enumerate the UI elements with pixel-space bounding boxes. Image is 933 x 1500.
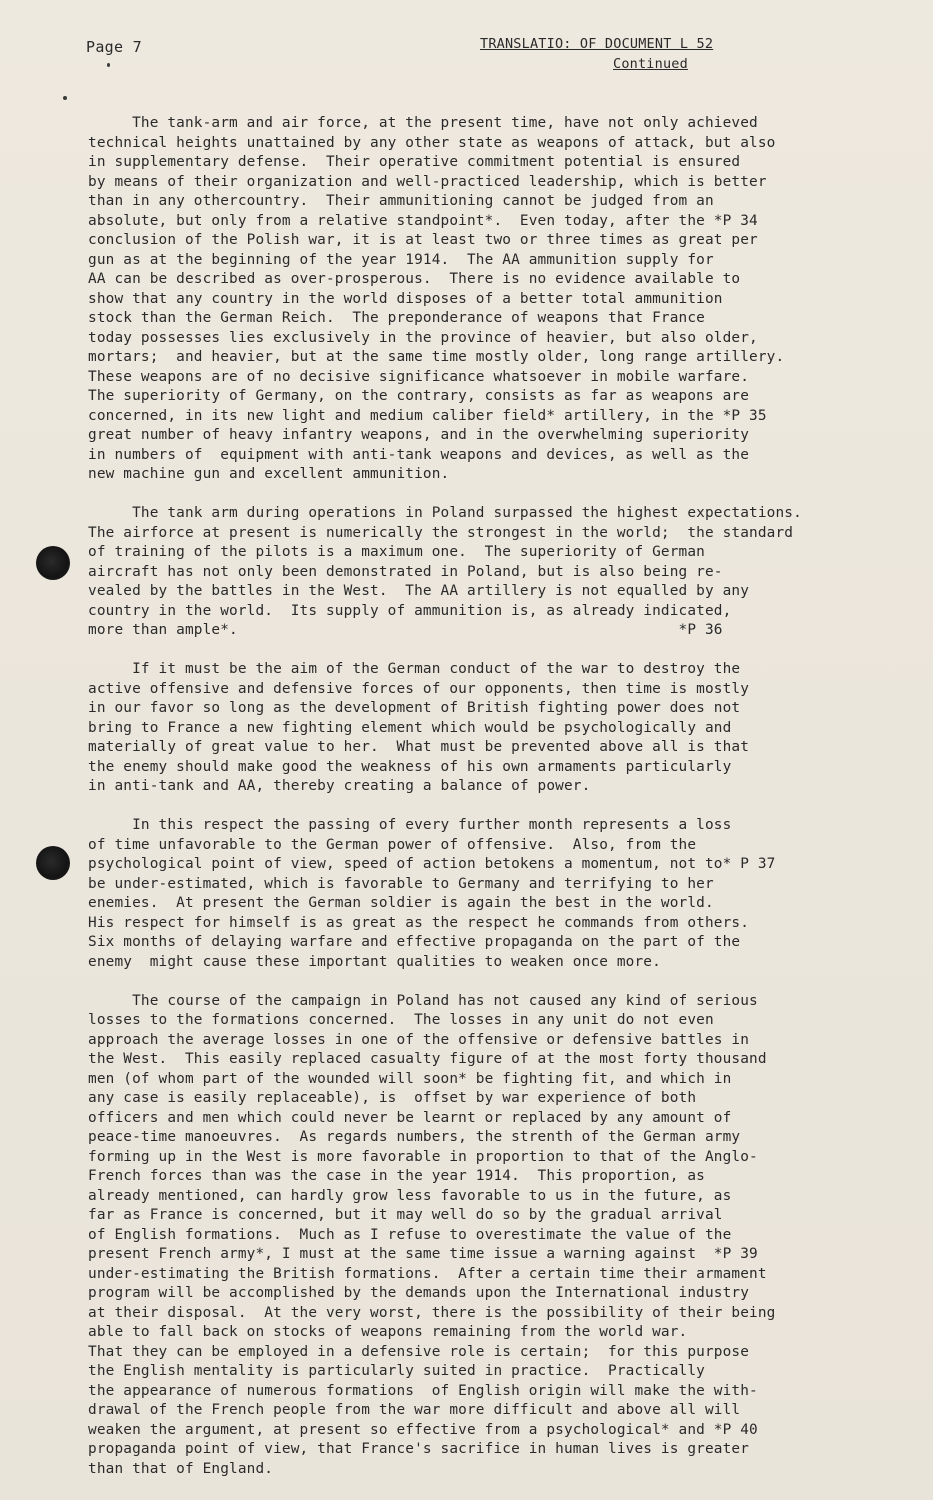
document-title: TRANSLATIO: OF DOCUMENT L 52 — [480, 36, 714, 52]
text-line: today possesses lies exclusively in the province of heavier, but also older, — [88, 329, 758, 346]
text-line: be under-estimated, which is favorable to Germany and terrifying to her — [88, 875, 714, 892]
text-line: program will be accomplished by the demands upon the International industry — [88, 1285, 750, 1301]
text-line: His respect for himself is as great as the respect he commands from others. — [88, 914, 750, 931]
text-line: than in any othercountry. Their ammunitioning cannot be judged from an — [88, 193, 714, 209]
text-line: The airforce at present is numerically the strongest in the world; the standard — [88, 524, 794, 541]
text-line: already mentioned, can hardly grow less favorable to us in the future, as — [88, 1187, 732, 1204]
paragraph — [88, 660, 878, 797]
text-line: at their disposal. At the very worst, there is the possibility of their being — [88, 1304, 776, 1321]
text-line: losses to the formations concerned. The losses in any unit do not even — [88, 1012, 714, 1028]
document-subtitle: Continued — [613, 56, 688, 72]
text-line: propaganda point of view, that France's sacrifice in human lives is greater — [88, 1441, 750, 1457]
document-header — [480, 36, 760, 72]
text-line: If it must be the aim of the German conduct of the war to destroy the — [88, 661, 741, 677]
text-line: far as France is concerned, but it may well do so by the gradual arrival — [88, 1207, 723, 1223]
paragraph — [88, 114, 878, 485]
text-line: great number of heavy infantry weapons, and in the overwhelming superiority — [88, 427, 750, 443]
text-line: gun as at the beginning of the year 1914. The AA ammunition supply for — [88, 251, 714, 268]
text-line: These weapons are of no decisive significance whatsoever in mobile warfare. — [88, 368, 750, 385]
text-line: The superiority of Germany, on the contrary, consists as far as weapons are — [88, 388, 750, 404]
text-line: weaken the argument, at present so effective from a psychological* and *P 40 — [88, 1421, 758, 1438]
text-line: materially of great value to her. What must be prevented above all is that — [88, 739, 750, 755]
text-line: of training of the pilots is a maximum one. The superiority of German — [88, 544, 705, 560]
punch-hole — [36, 846, 70, 880]
text-line: conclusion of the Polish war, it is at least two or three times as great per — [88, 232, 758, 248]
text-line: stock than the German Reich. The preponderance of weapons that France — [88, 310, 705, 326]
text-line: show that any country in the world disposes of a better total ammunition — [88, 290, 723, 307]
text-line: in numbers of equipment with anti-tank weapons and devices, as well as the — [88, 446, 750, 463]
text-line: peace-time manoeuvres. As regards numbers, the strenth of the German army — [88, 1129, 741, 1145]
punch-hole — [36, 546, 70, 580]
text-line: present French army*, I must at the same time issue a warning against *P 39 — [88, 1246, 758, 1262]
text-line: enemies. At present the German soldier is again the best in the world. — [88, 895, 714, 911]
text-line: aircraft has not only been demonstrated in Poland, but is also being re- — [88, 563, 723, 580]
text-line: vealed by the battles in the West. The AA artillery is not equalled by any — [88, 583, 750, 599]
text-line: absolute, but only from a relative standpoint*. Even today, after the *P 34 — [88, 212, 758, 229]
text-line: the English mentality is particularly suited in practice. Practically — [88, 1363, 705, 1379]
text-line: more than ample*. *P 36 — [88, 622, 723, 638]
text-line: in supplementary defense. Their operative commitment potential is ensured — [88, 154, 741, 170]
text-line: any case is easily replaceable), is offset by war experience of both — [88, 1090, 697, 1106]
paragraph — [88, 992, 878, 1480]
text-line: enemy might cause these important qualities to weaken once more. — [88, 953, 661, 970]
text-line: psychological point of view, speed of action betokens a momentum, not to* P 37 — [88, 856, 776, 872]
text-line: officers and men which could never be learnt or replaced by any amount of — [88, 1109, 732, 1126]
text-line: the enemy should make good the weakness of his own armaments particularly — [88, 758, 732, 775]
text-line: of time unfavorable to the German power of offensive. Also, from the — [88, 836, 697, 853]
text-line: in anti-tank and AA, thereby creating a balance of power. — [88, 778, 591, 794]
text-line: the appearance of numerous formations of English origin will make the with- — [88, 1382, 758, 1399]
text-line: That they can be employed in a defensive role is certain; for this purpose — [88, 1343, 750, 1360]
text-line: active offensive and defensive forces of our opponents, then time is mostly — [88, 680, 750, 697]
text-line: concerned, in its new light and medium caliber field* artillery, in the *P 35 — [88, 407, 767, 424]
text-line: The tank-arm and air force, at the present time, have not only achieved — [88, 115, 758, 131]
text-line: of English formations. Much as I refuse to overestimate the value of the — [88, 1226, 732, 1243]
paragraph — [88, 816, 878, 972]
text-line: mortars; and heavier, but at the same time mostly older, long range artillery. — [88, 349, 785, 365]
text-line: forming up in the West is more favorable in proportion to that of the Anglo- — [88, 1148, 758, 1165]
text-line: new machine gun and excellent ammunition. — [88, 466, 450, 482]
document-body — [88, 114, 878, 1499]
text-line: approach the average losses in one of the offensive or defensive battles in — [88, 1031, 750, 1048]
text-line: French forces than was the case in the year 1914. This proportion, as — [88, 1168, 705, 1184]
text-line: under-estimating the British formations. After a certain time their armament — [88, 1265, 767, 1282]
ink-mark — [107, 63, 110, 67]
text-line: drawal of the French people from the war more difficult and above all will — [88, 1402, 741, 1418]
text-line: in our favor so long as the development of British fighting power does not — [88, 700, 741, 716]
text-line: by means of their organization and well-practiced leadership, which is better — [88, 173, 767, 190]
text-line: technical heights unattained by any other state as weapons of attack, but also — [88, 134, 776, 151]
ink-mark — [63, 96, 67, 100]
page-number: Page 7 — [86, 38, 142, 56]
text-line: country in the world. Its supply of ammunition is, as already indicated, — [88, 602, 732, 619]
text-line: In this respect the passing of every further month represents a loss — [88, 817, 732, 833]
text-line: Six months of delaying warfare and effective propaganda on the part of the — [88, 934, 741, 950]
text-line: AA can be described as over-prosperous. There is no evidence available to — [88, 271, 741, 287]
text-line: the West. This easily replaced casualty figure of at the most forty thousand — [88, 1051, 767, 1067]
paragraph — [88, 504, 878, 641]
text-line: bring to France a new fighting element which would be psychologically and — [88, 719, 732, 736]
text-line: able to fall back on stocks of weapons remaining from the world war. — [88, 1324, 688, 1340]
text-line: The course of the campaign in Poland has not caused any kind of serious — [88, 992, 758, 1009]
text-line: than that of England. — [88, 1460, 274, 1477]
text-line: men (of whom part of the wounded will soon* be fighting fit, and which in — [88, 1070, 732, 1087]
text-line: The tank arm during operations in Poland surpassed the highest expectations. — [88, 505, 802, 521]
